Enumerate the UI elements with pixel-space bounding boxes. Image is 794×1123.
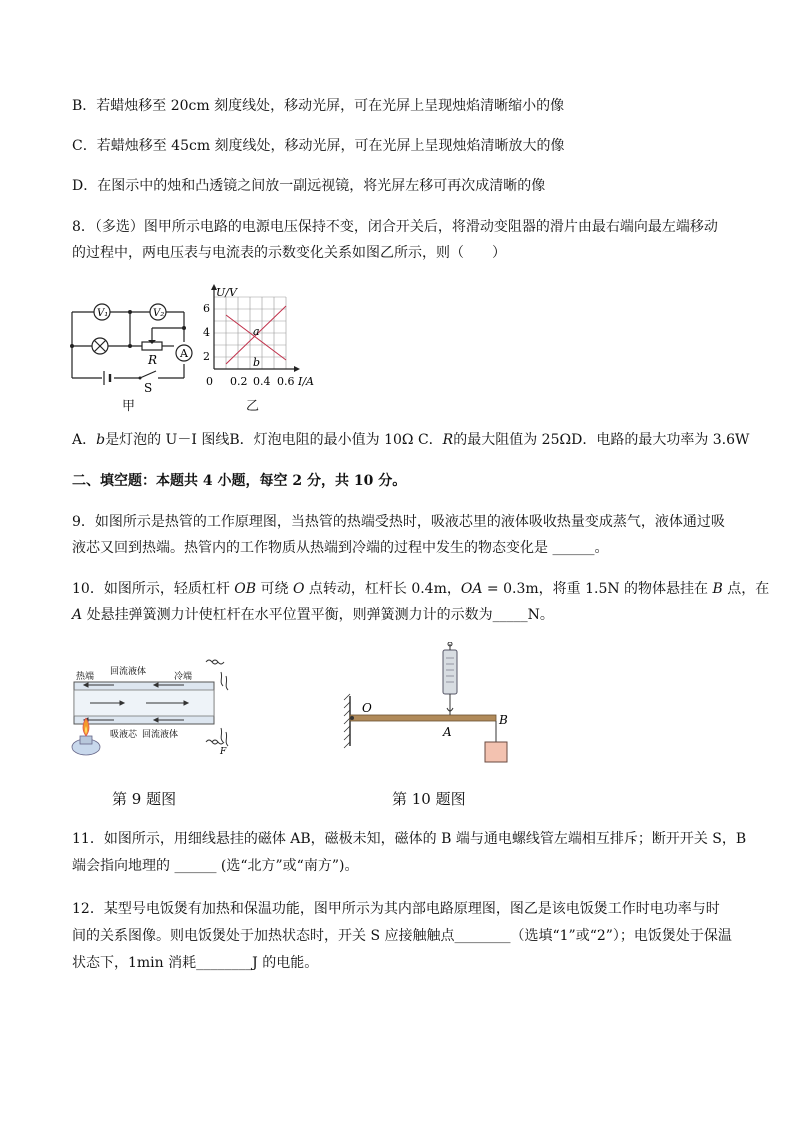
point-b-label: B	[499, 713, 508, 727]
cold-end-label: 冷端	[174, 672, 193, 682]
q8-options: A．b是灯泡的 U－I 图线B．灯泡电阻的最小值为 10Ω C．R的最大阻值为 25ΩD．电路的最大功率为 3.6W	[72, 432, 750, 448]
fig10-caption: 第 10 题图	[392, 790, 466, 808]
q7-option-b: B．若蜡烛移至 20cm 刻度线处，移动光屏，可在光屏上呈现烛焰清晰缩小的像	[72, 98, 565, 114]
lever-diagram	[340, 642, 520, 772]
hot-end-label: 热端	[76, 672, 95, 682]
point-o-label: O	[362, 701, 372, 715]
graph-xlabel: I/A	[298, 375, 314, 388]
q9-stem-line1: 9．如图所示是热管的工作原理图，当热管的热端受热时，吸液芯里的液体吸收热量变成蒸气，液体通过吸	[72, 514, 725, 530]
q7-option-d: D．在图示中的烛和凸透镜之间放一副远视镜，将光屏左移可再次成清晰的像	[72, 178, 546, 194]
wick-label: 吸液芯	[110, 730, 138, 740]
q7-option-c: C．若蜡烛移至 45cm 刻度线处，移动光屏，可在光屏上呈现烛焰清晰放大的像	[72, 138, 565, 154]
q10-stem-line1: 10．如图所示，轻质杠杆 OB 可绕 O 点转动，杠杆长 0.4m，OA = 0.3m，将重 1.5N 的物体悬挂在 B 点，在	[72, 581, 770, 597]
q12-stem-line1: 12．某型号电饭煲有加热和保温功能，图甲所示为其内部电路原理图，图乙是该电饭煲工作时电功率与时	[72, 901, 720, 917]
xtick: 0.4	[253, 375, 271, 388]
ytick: 2	[203, 350, 210, 363]
line-a-label: a	[253, 325, 260, 338]
resistor-label: R	[148, 353, 158, 367]
q8-stem-line2: 的过程中，两电压表与电流表的示数变化关系如图乙所示，则（ ）	[72, 245, 506, 261]
xtick: 0.2	[230, 375, 248, 388]
q8-stem-line1: 8．（多选）图甲所示电路的电源电压保持不变，闭合开关后，将滑动变阻器的滑片由最右端向最左端移动	[72, 219, 718, 235]
q8-fig-jia-caption: 甲	[122, 399, 136, 414]
v1-label: V₁	[97, 308, 109, 319]
q10-stem-line2: A 处悬挂弹簧测力计使杠杆在水平位置平衡，则弹簧测力计的示数为_____N。	[72, 607, 554, 623]
heat-pipe-diagram	[66, 652, 246, 780]
q11-stem-line1: 11．如图所示，用细线悬挂的磁体 AB，磁极未知，磁体的 B 端与通电螺线管左端相互排斥；断开开关 S，B	[72, 831, 747, 847]
fig9-caption: 第 9 题图	[112, 790, 177, 808]
v2-label: V₂	[153, 308, 165, 319]
f-label: F	[220, 747, 227, 757]
point-a-label: A	[443, 725, 452, 739]
q11-stem-line2: 端会指向地理的 ______ (选“北方”或“南方”)。	[72, 858, 359, 874]
ytick: 4	[203, 326, 210, 339]
return-liquid-bottom-label: 回流液体	[142, 730, 179, 740]
line-b-label: b	[253, 356, 261, 369]
return-liquid-top-label: 回流液体	[110, 667, 147, 677]
xtick: 0.6	[277, 375, 295, 388]
graph-ylabel: U/V	[216, 286, 237, 299]
q8-ui-graph	[196, 282, 326, 394]
q12-stem-line2: 间的关系图像。则电饭煲处于加热状态时，开关 S 应接触触点________（选填“1”或“2”）；电饭煲处于保温	[72, 928, 732, 944]
q12-stem-line3: 状态下，1min 消耗________J 的电能。	[72, 955, 319, 971]
q8-fig-yi-caption: 乙	[246, 399, 260, 414]
q9-stem-line2: 液芯又回到热端。热管内的工作物质从热端到冷端的过程中发生的物态变化是 ______。	[72, 540, 609, 556]
q8-circuit-diagram	[66, 298, 202, 410]
ytick: 6	[203, 302, 210, 315]
xtick: 0	[206, 375, 213, 388]
switch-label: S	[144, 381, 153, 395]
section-heading: 二、填空题：本题共 4 小题，每空 2 分，共 10 分。	[72, 473, 407, 489]
ammeter-label: A	[180, 347, 188, 360]
